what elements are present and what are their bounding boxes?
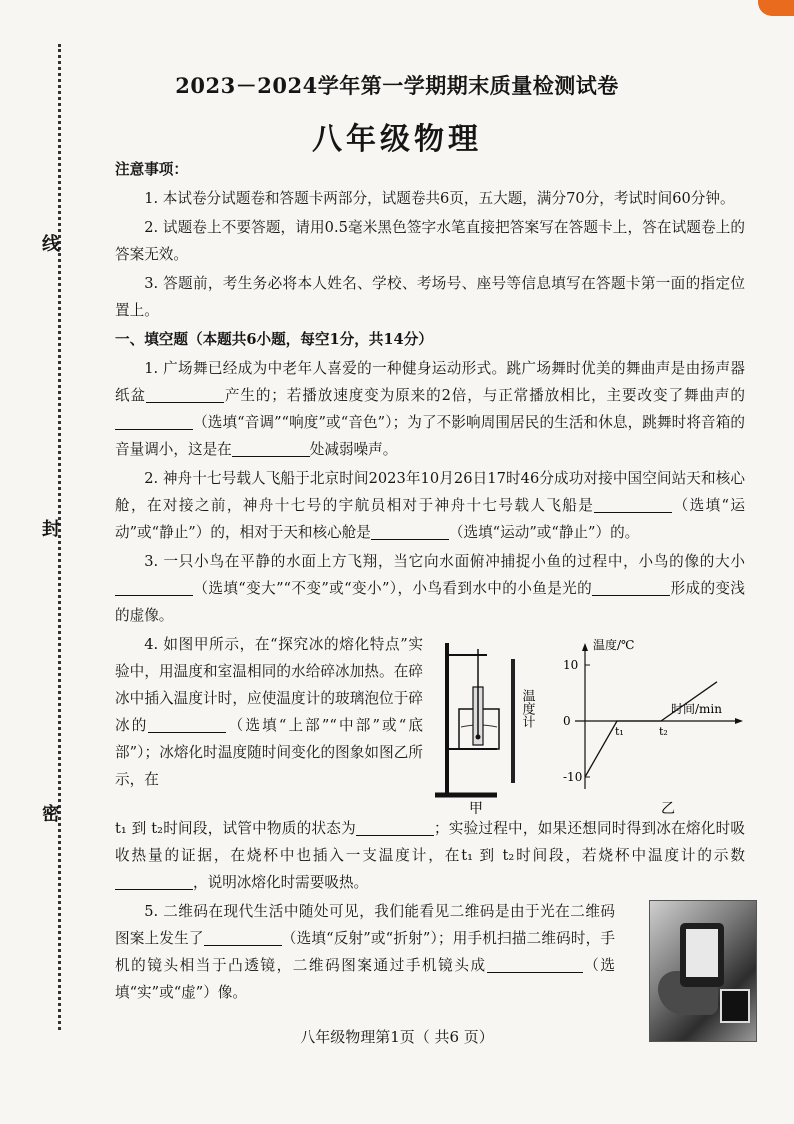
binding-word-seal: 封 (42, 519, 60, 540)
phone-screen-shape (686, 929, 718, 977)
fig-label-thermometer: 温度计 (519, 689, 535, 728)
question-5-block (115, 898, 745, 1006)
qr-box-shape (720, 989, 750, 1023)
answer-blank[interactable] (487, 956, 583, 973)
answer-blank[interactable] (115, 579, 193, 596)
exam-title: 2023－2024学年第一学期期末质量检测试卷 (175, 73, 619, 98)
fig-label-a: 甲 (469, 801, 483, 815)
binding-word-line: 线 (42, 234, 60, 255)
temperature-time-chart (563, 639, 743, 815)
exam-content (115, 156, 745, 1008)
y-tick-label: 10 (563, 658, 579, 672)
section-heading: 一、填空题（本题共6小题，每空1分，共14分） (115, 331, 433, 348)
note-item-3: 3. 答题前，考生务必将本人姓名、学校、考场号、座号等信息填写在答题卡第一面的指定位置上。 (115, 275, 745, 319)
answer-blank[interactable] (232, 440, 310, 457)
chart-xlabel: 时间/min (671, 702, 722, 716)
page-header (0, 70, 794, 158)
question-5: 5. 二维码在现代生活中随处可见，我们能看见二维码是由于光在二维码图案上发生了 （选填“反射”或“折射”）；用手机扫描二维码时，手机的镜头相当于凸透镜，二维码图案通过手机镜头成 （选填“实”或“虚”）像。 (115, 903, 615, 1001)
question-2: 2. 神舟十七号载人飞船于北京时间2023年10月26日17时46分成功对接中国空间站天和核心舱，在对接之前，神舟十七号的宇航员相对于神舟十七号载人飞船是 （选填“运动”或“静止”）的，相对于天和核心舱是 （选填“运动”或“静止”）的。 (115, 470, 745, 541)
subject-title: 八年级物理 (312, 122, 482, 157)
answer-blank[interactable] (146, 386, 224, 403)
note-item-1: 1. 本试卷分试题卷和答题卡两部分，试题卷共6页，五大题，满分70分，考试时间60分钟。 (144, 190, 735, 207)
x-axis-arrow-icon (735, 718, 743, 724)
x-tick-label: t₁ (615, 725, 624, 738)
y-tick-label: 0 (563, 714, 571, 728)
answer-blank[interactable] (592, 579, 670, 596)
answer-blank[interactable] (594, 496, 672, 513)
fig-label-b: 乙 (661, 801, 675, 815)
answer-blank[interactable] (356, 819, 434, 836)
answer-blank[interactable] (148, 716, 226, 733)
answer-blank[interactable] (115, 873, 193, 890)
question-4-lower: t₁ 到 t₂时间段，试管中物质的状态为 ；实验过程中，如果还想同时得到冰在熔化时吸收热量的证据，在烧杯中也插入一支温度计，在t₁ 到 t₂时间段，若烧杯中温度计的示数，说明冰熔化时需要吸热。 (115, 820, 745, 891)
x-tick-label: t₂ (659, 725, 668, 738)
question-4-upper: 4. 如图甲所示，在“探究冰的熔化特点”实验中，用温度和室温相同的水给碎冰加热。在碎冰中插入温度计时，应使温度计的玻璃泡位于碎冰的 （选填“上部”“中部”或“底部”）；冰熔化时温度随时间变化的图象如图乙所示，在 (115, 636, 423, 788)
question-1: 1. 广场舞已经成为中老年人喜爱的一种健身运动形式。跳广场舞时优美的舞曲声是由扬声器纸盆 产生的；若播放速度变为原来的2倍，与正常播放相比，主要改变了舞曲声的（选填“音调”“响度”或“音色”）；为了不影响周围居民的生活和休息，跳舞时将音箱的音量调小，这是在 处减弱噪声。 (115, 360, 745, 458)
qr-scan-photo (649, 900, 757, 1042)
series-line (585, 682, 717, 777)
y-axis-arrow-icon (582, 643, 588, 651)
y-tick-label: -10 (563, 770, 583, 784)
answer-blank[interactable] (371, 523, 449, 540)
chart-ylabel: 温度/℃ (593, 639, 635, 652)
notes-heading: 注意事项： (115, 161, 188, 178)
binding-word-secret: 密 (42, 804, 60, 825)
apparatus-figure (435, 643, 535, 815)
note-item-2: 2. 试题卷上不要答题，请用0.5毫米黑色签字水笔直接把答案写在答题卡上，答在试题卷上的答案无效。 (115, 219, 745, 263)
figure-ice-melting (435, 639, 745, 815)
question-4-block (115, 631, 745, 821)
corner-tab (758, 0, 794, 16)
answer-blank[interactable] (204, 929, 282, 946)
question-3: 3. 一只小鸟在平静的水面上方飞翔，当它向水面俯冲捕捉小鱼的过程中，小鸟的像的大小（选填“变大”“不变”或“变小”），小鸟看到水中的小鱼是光的 形成的变浅的虚像。 (115, 553, 745, 624)
page-footer: 八年级物理第1页（ 共6 页） (300, 1028, 494, 1046)
answer-blank[interactable] (115, 413, 193, 430)
